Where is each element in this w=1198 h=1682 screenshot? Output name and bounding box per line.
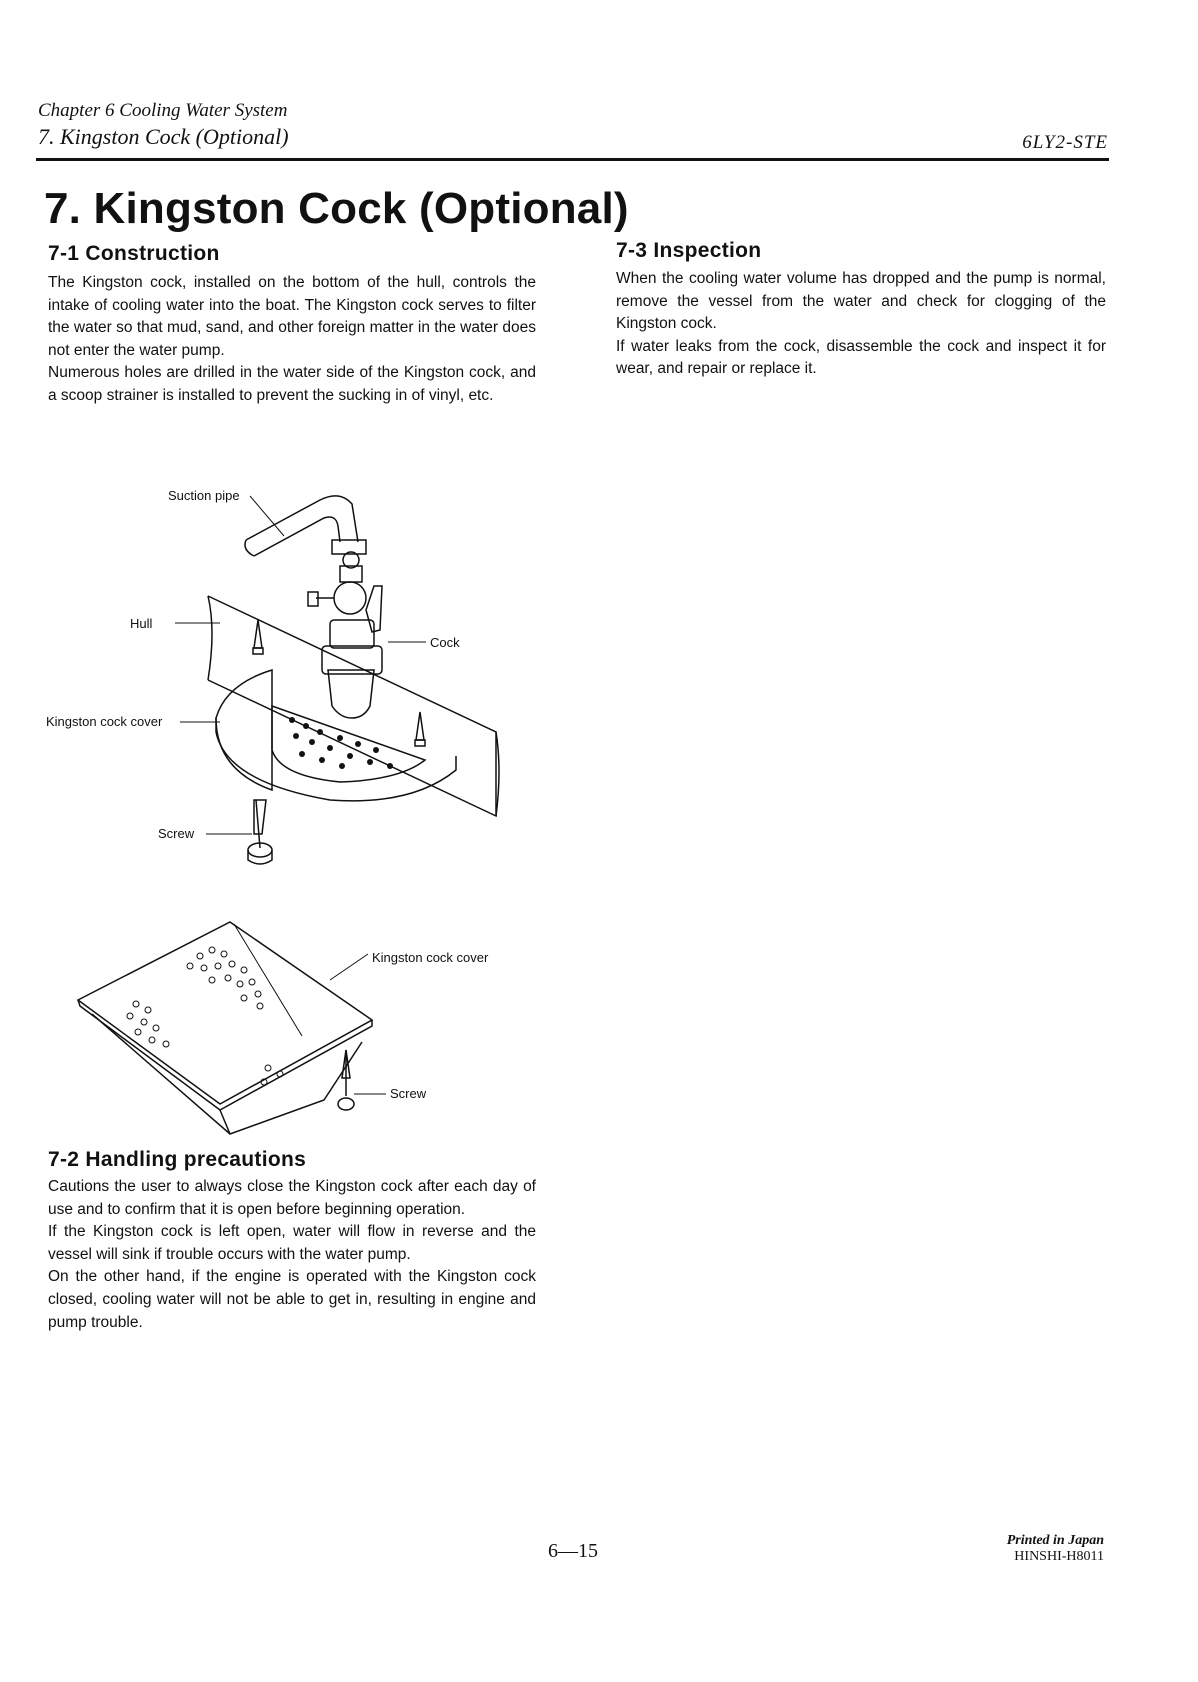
construction-paragraph: Numerous holes are drilled in the water side of the Kingston cock, and a scoop strainer is installed to prevent the sucking in of vinyl, etc.	[48, 364, 536, 404]
page-number: 6—15	[548, 1540, 598, 1562]
printed-note	[1007, 1533, 1104, 1565]
construction-paragraph: The Kingston cock, installed on the bottom of the hull, controls the intake of cooling water into the boat. The Kingston cock serves to filter the water so that mud, sand, and other foreign matter in the water does not enter the water pump.	[48, 274, 536, 359]
cover-label: Kingston cock cover	[372, 950, 489, 965]
handling-body	[48, 1176, 536, 1334]
inspection-body	[616, 268, 1106, 381]
screw-label: Screw	[158, 826, 195, 841]
handling-paragraph: Cautions the user to always close the Kingston cock after each day of use and to confirm that it is open before beginning operation.	[48, 1178, 536, 1218]
header-section: 7. Kingston Cock (Optional)	[38, 124, 289, 149]
handling-paragraph: On the other hand, if the engine is operated with the Kingston cock closed, cooling water will not be able to get in, resulting in engine and pump trouble.	[48, 1268, 536, 1331]
hull-label: Hull	[130, 616, 153, 631]
page-title: 7. Kingston Cock (Optional)	[44, 184, 629, 233]
inspection-heading: 7-3 Inspection	[616, 239, 762, 262]
printed-in-japan: Printed in Japan	[1006, 1533, 1104, 1548]
inspection-paragraph: If water leaks from the cock, disassemble the cock and inspect it for wear, and repair or replace it.	[616, 337, 1106, 378]
kingston-cock-cover-diagram	[40, 910, 560, 1140]
suction-pipe-label: Suction pipe	[168, 488, 240, 503]
cock-label: Cock	[430, 635, 460, 650]
construction-heading: 7-1 Construction	[48, 242, 220, 265]
cover-screw-label: Screw	[390, 1086, 427, 1101]
header-rule	[36, 158, 1109, 161]
header-model: 6LY2-STE	[1022, 132, 1108, 153]
header-chapter: Chapter 6 Cooling Water System	[38, 100, 288, 121]
inspection-paragraph: When the cooling water volume has dropped and the pump is normal, remove the vessel from the water and check for clogging of the Kingston cock.	[616, 270, 1106, 333]
handling-paragraph: If the Kingston cock is left open, water will flow in reverse and the vessel will sink if trouble occurs with the water pump.	[48, 1223, 536, 1263]
construction-body	[48, 272, 536, 408]
kingston-cock-assembly-diagram	[40, 470, 560, 880]
kingston-cock-cover-label: Kingston cock cover	[46, 714, 163, 729]
document-code: HINSHI-H8011	[1014, 1549, 1104, 1564]
handling-heading: 7-2 Handling precautions	[48, 1148, 307, 1171]
